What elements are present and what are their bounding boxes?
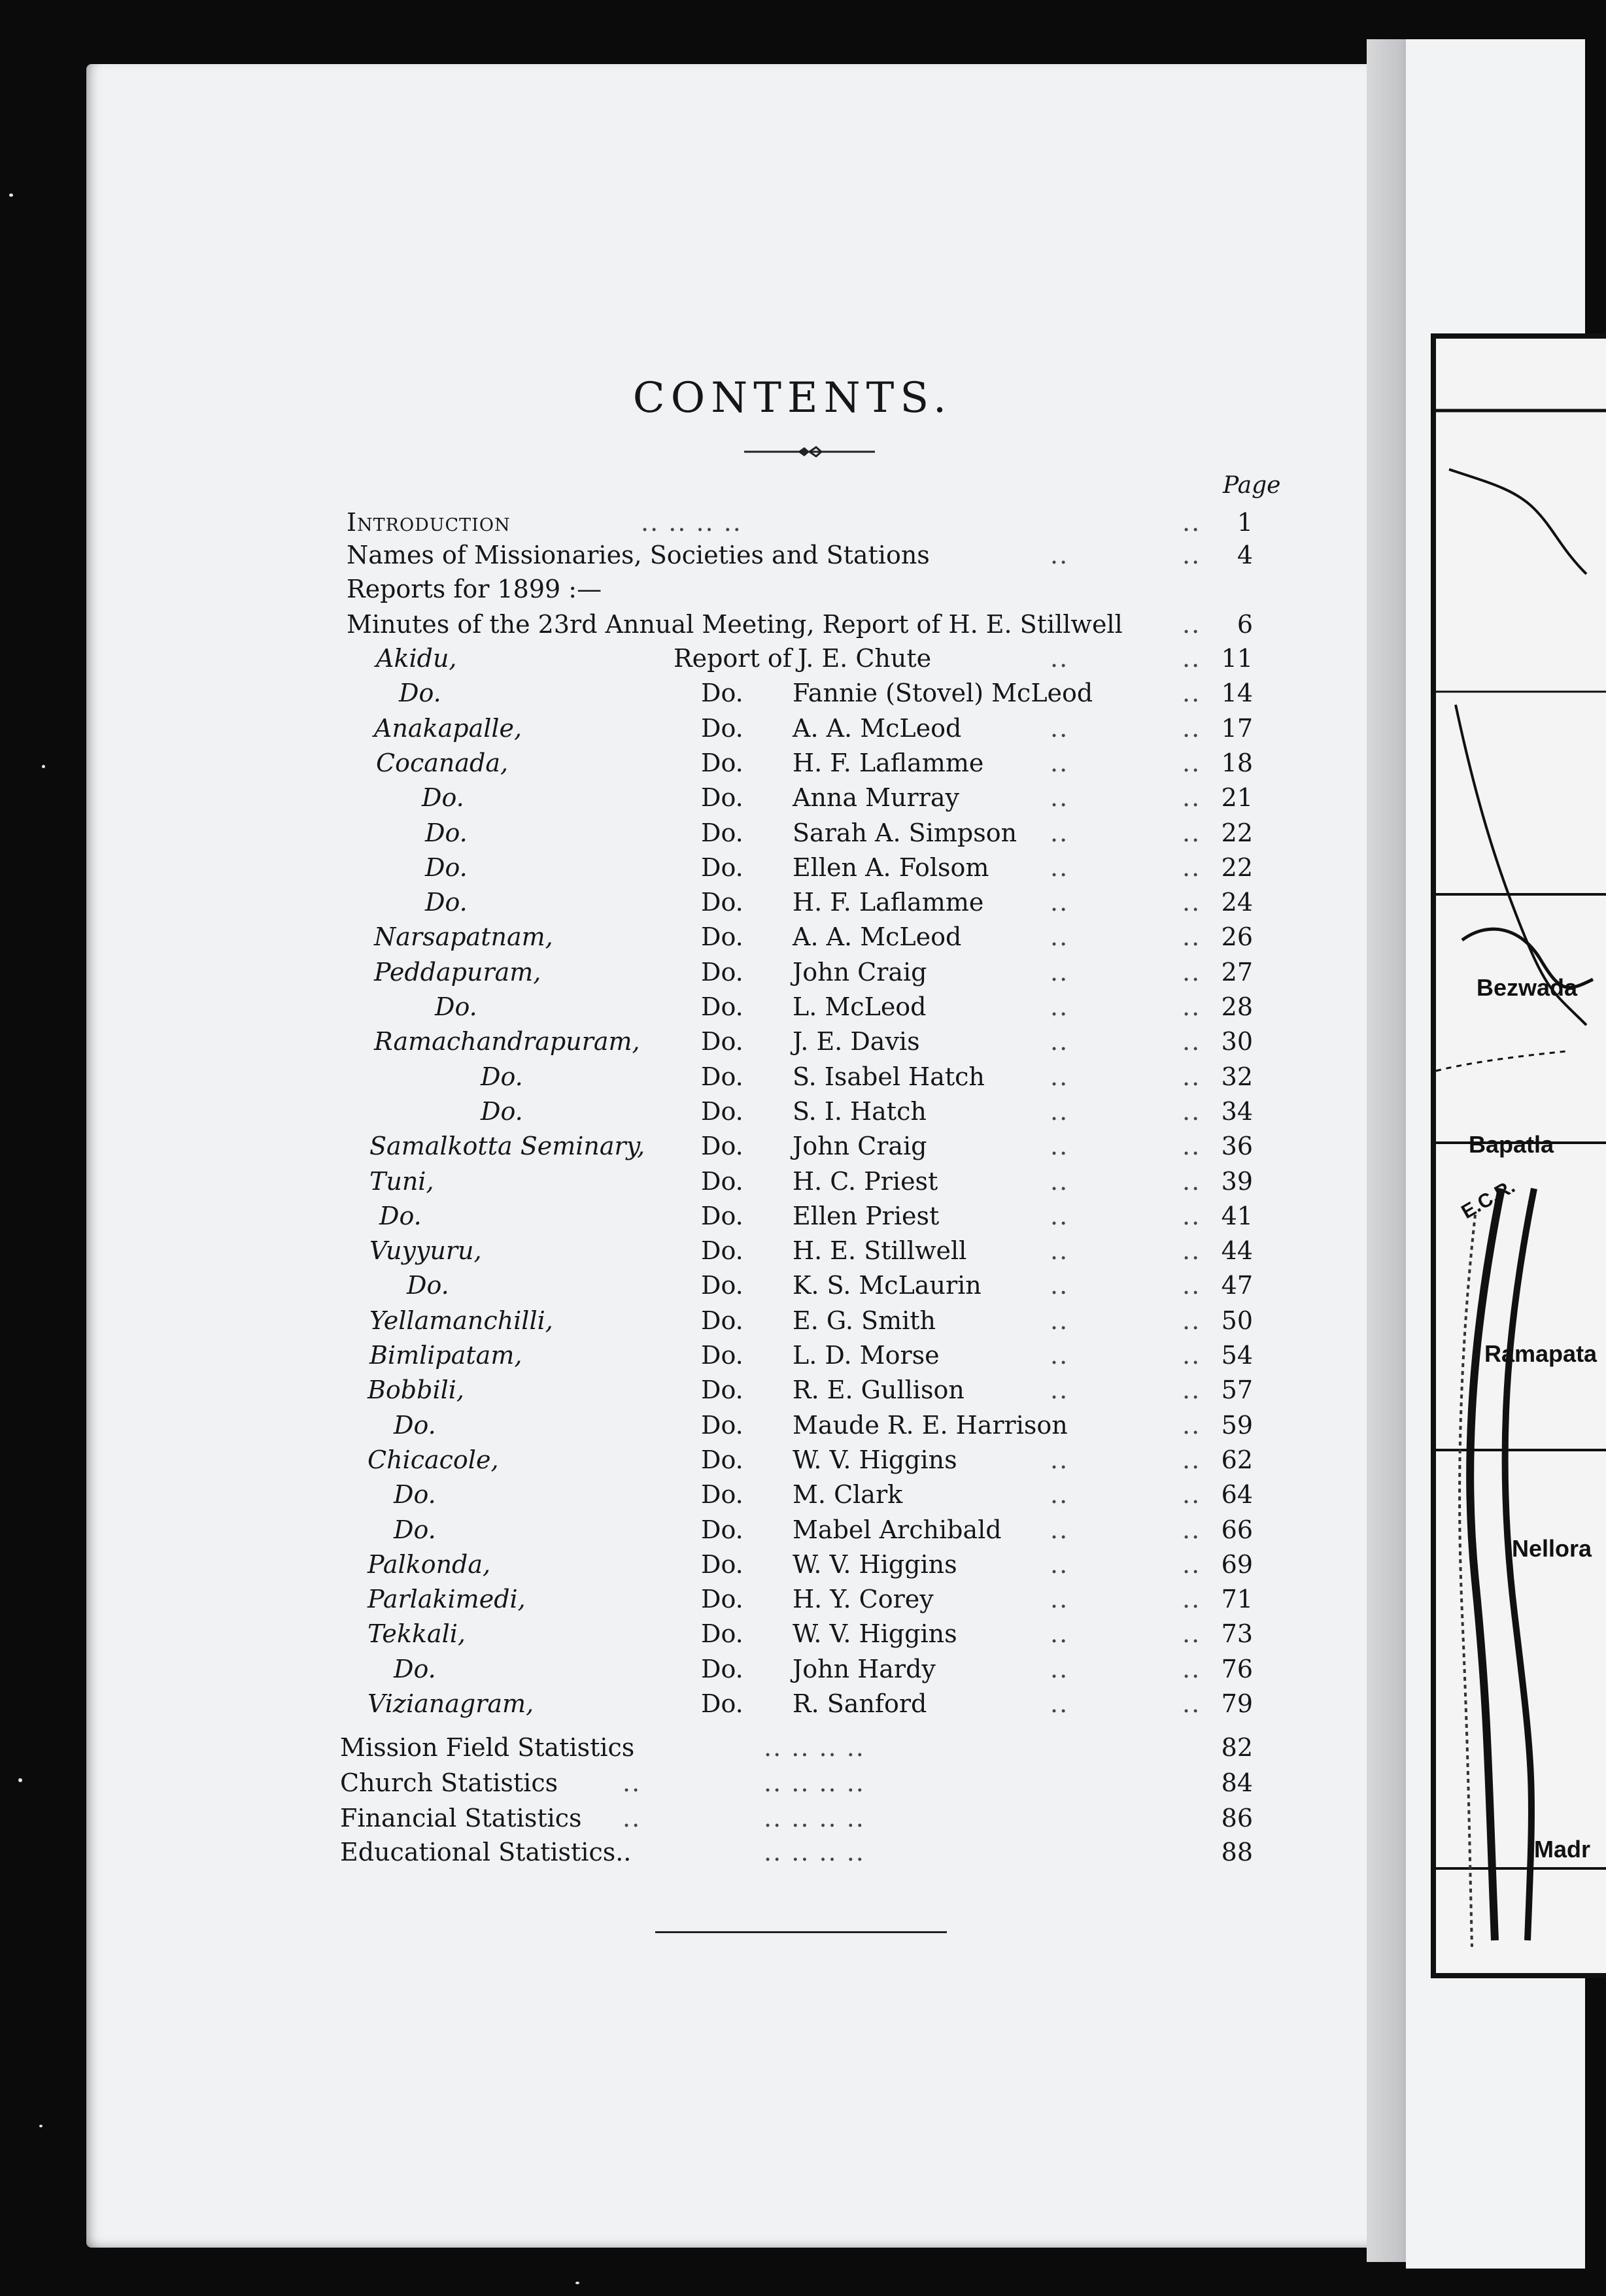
entry-page: 86 — [1221, 1804, 1253, 1832]
dust-speck — [18, 1778, 22, 1782]
dot-leader: .. — [1182, 541, 1201, 569]
station-name: Do. — [481, 1096, 523, 1126]
missionary-name: S. Isabel Hatch — [793, 1062, 985, 1091]
station-name: Parlakimedi, — [367, 1585, 526, 1614]
report-prefix: Do. — [701, 1341, 743, 1370]
report-prefix: Do. — [701, 1549, 743, 1579]
station-name: Do. — [394, 1410, 436, 1440]
report-prefix: Do. — [701, 1201, 743, 1230]
dot-leader: .. .. .. .. — [764, 1768, 865, 1797]
station-name: Tekkali, — [367, 1619, 466, 1649]
station-name: Yellamanchilli, — [369, 1306, 553, 1335]
report-prefix: Do. — [701, 1271, 743, 1300]
dot-leader: .. — [1050, 1585, 1069, 1614]
station-name: Samalkotta Seminary, — [369, 1132, 645, 1161]
missionary-name: Ellen A. Folsom — [793, 853, 989, 882]
dust-speck — [575, 2282, 579, 2284]
entry-page: 22 — [1221, 818, 1253, 847]
dot-leader: .. — [1050, 644, 1069, 673]
station-name: Do. — [481, 1062, 523, 1091]
dot-leader: .. — [1050, 1306, 1069, 1335]
report-prefix: Do. — [701, 783, 743, 813]
dot-leader: .. — [1050, 1619, 1069, 1649]
station-name: Do. — [394, 1654, 436, 1683]
dot-leader: .. — [1182, 1341, 1201, 1370]
entry-page: 39 — [1221, 1166, 1253, 1196]
entry-page: 47 — [1221, 1271, 1253, 1300]
dust-speck — [39, 2125, 43, 2127]
entry-label: Mission Field Statistics — [340, 1733, 635, 1762]
entry-page: 36 — [1221, 1132, 1253, 1161]
missionary-name: Anna Murray — [793, 783, 959, 813]
entry-page: 54 — [1221, 1341, 1253, 1370]
entry-label: Educational Statistics.. — [340, 1838, 632, 1866]
dot-leader: .. — [1182, 713, 1201, 743]
entry-label: Church Statistics — [340, 1768, 558, 1797]
missionary-name: A. A. McLeod — [793, 922, 962, 952]
missionary-name: Mabel Archibald — [793, 1515, 1002, 1544]
report-prefix: Do. — [701, 1654, 743, 1683]
dot-leader: .. — [1182, 1027, 1201, 1056]
report-prefix: Do. — [701, 1585, 743, 1614]
dot-leader: .. — [1182, 1410, 1201, 1440]
entry-label: Names of Missionaries, Societies and Stations — [347, 541, 930, 569]
entry-page: 26 — [1221, 922, 1253, 952]
dot-leader: .. — [1050, 957, 1069, 987]
dust-speck — [9, 194, 13, 197]
entry-page: 27 — [1221, 957, 1253, 987]
report-prefix: Do. — [701, 1410, 743, 1440]
dot-leader: .. — [1050, 1027, 1069, 1056]
entry-page: 69 — [1221, 1549, 1253, 1579]
report-prefix: Do. — [701, 922, 743, 952]
station-name: Vuyyuru, — [369, 1236, 482, 1266]
station-name: Chicacole, — [367, 1445, 499, 1474]
report-prefix: Do. — [701, 1062, 743, 1091]
report-prefix: Do. — [701, 1689, 743, 1718]
entry-page: 73 — [1221, 1619, 1253, 1649]
dot-leader: .. — [1182, 783, 1201, 813]
missionary-name: John Craig — [793, 957, 927, 987]
missionary-name: A. A. McLeod — [793, 713, 962, 743]
report-prefix: Do. — [701, 1480, 743, 1510]
entry-page: 4 — [1237, 541, 1253, 569]
page-column-heading: Page — [1223, 472, 1281, 499]
dot-leader: .. — [1050, 541, 1069, 569]
entry-page: 76 — [1221, 1654, 1253, 1683]
dot-leader: .. — [1050, 1480, 1069, 1510]
dot-leader: .. — [1182, 1445, 1201, 1474]
map-label-madras: Madr — [1534, 1836, 1591, 1863]
dot-leader: .. — [1050, 713, 1069, 743]
missionary-name: W. V. Higgins — [793, 1619, 957, 1649]
entry-page: 41 — [1221, 1201, 1253, 1230]
entry-page: 62 — [1221, 1445, 1253, 1474]
entry-page: 32 — [1221, 1062, 1253, 1091]
station-name: Do. — [394, 1480, 436, 1510]
report-prefix: Do. — [701, 1166, 743, 1196]
title-ornament — [744, 442, 875, 462]
station-name: Cocanada, — [376, 748, 509, 777]
missionary-name: W. V. Higgins — [793, 1549, 957, 1579]
entry-label: Reports for 1899 :— — [347, 575, 602, 603]
report-prefix: Do. — [701, 888, 743, 917]
entry-page: 18 — [1221, 748, 1253, 777]
report-prefix: Do. — [701, 1096, 743, 1126]
dot-leader: .. — [1182, 1549, 1201, 1579]
dot-leader: .. .. .. .. — [641, 508, 742, 537]
missionary-name: H. Y. Corey — [793, 1585, 934, 1614]
missionary-name: E. G. Smith — [793, 1306, 936, 1335]
entry-page: 64 — [1221, 1480, 1253, 1510]
station-name: Bobbili, — [367, 1376, 464, 1405]
report-prefix: Do. — [701, 1236, 743, 1266]
missionary-name: H. F. Laflamme — [793, 748, 984, 777]
report-prefix: Do. — [701, 679, 743, 708]
entry-page: 79 — [1221, 1689, 1253, 1718]
entry-page: 88 — [1221, 1838, 1253, 1866]
entry-page: 84 — [1221, 1768, 1253, 1797]
dot-leader: .. — [1182, 1062, 1201, 1091]
dot-leader: .. — [1182, 922, 1201, 952]
station-name: Do. — [425, 888, 468, 917]
missionary-name: J. E. Chute — [798, 644, 932, 673]
station-name: Tuni, — [369, 1166, 434, 1196]
dot-leader: .. — [1182, 1376, 1201, 1405]
dot-leader: .. — [1182, 1480, 1201, 1510]
map-label-ramapatam: Ramapata — [1484, 1340, 1597, 1367]
dot-leader: .. — [1182, 610, 1201, 639]
entry-page: 6 — [1237, 610, 1253, 639]
report-prefix: Report of — [674, 644, 792, 673]
dot-leader: .. — [1050, 1062, 1069, 1091]
entry-page: 50 — [1221, 1306, 1253, 1335]
entry-page: 14 — [1221, 679, 1253, 708]
dot-leader: .. — [1050, 1166, 1069, 1196]
missionary-name: L. McLeod — [793, 992, 927, 1021]
report-prefix: Do. — [701, 1515, 743, 1544]
dot-leader: .. — [1182, 1166, 1201, 1196]
missionary-name: H. F. Laflamme — [793, 888, 984, 917]
dot-leader: .. — [1050, 1236, 1069, 1266]
entry-page: 34 — [1221, 1096, 1253, 1126]
report-prefix: Do. — [701, 1376, 743, 1405]
entry-page: 22 — [1221, 853, 1253, 882]
missionary-name: L. D. Morse — [793, 1341, 940, 1370]
missionary-name: M. Clark — [793, 1480, 903, 1510]
report-prefix: Do. — [701, 818, 743, 847]
missionary-name: H. E. Stillwell — [793, 1236, 967, 1266]
dot-leader: .. — [1182, 1236, 1201, 1266]
map-label-nellore: Nellora — [1512, 1535, 1592, 1562]
dot-leader: .. — [1182, 1585, 1201, 1614]
dot-leader: .. — [1182, 992, 1201, 1021]
station-name: Do. — [407, 1271, 449, 1300]
entry-page: 66 — [1221, 1515, 1253, 1544]
entry-page: 44 — [1221, 1236, 1253, 1266]
dot-leader: .. .. .. .. — [764, 1838, 865, 1866]
report-prefix: Do. — [701, 1132, 743, 1161]
report-prefix: Do. — [701, 713, 743, 743]
entry-label: Financial Statistics — [340, 1804, 582, 1832]
map-label-bapatla: Bapatla — [1469, 1131, 1554, 1158]
dot-leader: .. — [623, 1768, 641, 1797]
missionary-name: J. E. Davis — [793, 1027, 920, 1056]
station-name: Do. — [425, 853, 468, 882]
map-label-ecr: E.C.R. — [1458, 1175, 1519, 1223]
dot-leader: .. .. .. .. — [764, 1733, 865, 1762]
report-prefix: Do. — [701, 1445, 743, 1474]
dot-leader: .. — [1182, 1689, 1201, 1718]
dot-leader: .. — [1050, 1096, 1069, 1126]
dot-leader: .. — [1050, 1515, 1069, 1544]
dot-leader: .. — [623, 1804, 641, 1832]
report-prefix: Do. — [701, 748, 743, 777]
dot-leader: .. — [1050, 818, 1069, 847]
missionary-name: Fannie (Stovel) McLeod — [793, 679, 1093, 708]
dot-leader: .. — [1182, 1201, 1201, 1230]
station-name: Do. — [399, 679, 441, 708]
missionary-name: R. E. Gullison — [793, 1376, 965, 1405]
missionary-name: R. Sanford — [793, 1689, 927, 1718]
dot-leader: .. — [1050, 853, 1069, 882]
report-prefix: Do. — [701, 1306, 743, 1335]
map-fragment — [1431, 333, 1606, 1978]
dot-leader: .. .. .. .. — [764, 1804, 865, 1832]
entry-page: 59 — [1221, 1410, 1253, 1440]
dust-speck — [42, 765, 45, 768]
dot-leader: .. — [1182, 888, 1201, 917]
dot-leader: .. — [1050, 1445, 1069, 1474]
entry-page: 30 — [1221, 1027, 1253, 1056]
missionary-name: John Craig — [793, 1132, 927, 1161]
station-name: Bimlipatam, — [369, 1341, 522, 1370]
station-name: Anakapalle, — [374, 713, 522, 743]
dot-leader: .. — [1182, 1619, 1201, 1649]
station-name: Do. — [422, 783, 464, 813]
entry-page: 28 — [1221, 992, 1253, 1021]
dot-leader: .. — [1050, 1201, 1069, 1230]
report-prefix: Do. — [701, 957, 743, 987]
missionary-name: Maude R. E. Harrison — [793, 1410, 1068, 1440]
dot-leader: .. — [1182, 644, 1201, 673]
dot-leader: .. — [1182, 1132, 1201, 1161]
missionary-name: Ellen Priest — [793, 1201, 940, 1230]
page-title: CONTENTS. — [632, 374, 953, 422]
map-label-bezwada: Bezwada — [1477, 974, 1578, 1001]
dot-leader: .. — [1050, 992, 1069, 1021]
dot-leader: .. — [1182, 1515, 1201, 1544]
dot-leader: .. — [1050, 1271, 1069, 1300]
dot-leader: .. — [1050, 1654, 1069, 1683]
dot-leader: .. — [1050, 1341, 1069, 1370]
dot-leader: .. — [1182, 853, 1201, 882]
dot-leader: .. — [1182, 1096, 1201, 1126]
report-prefix: Do. — [701, 853, 743, 882]
dot-leader: .. — [1050, 888, 1069, 917]
station-name: Narsapatnam, — [374, 922, 553, 952]
entry-page: 71 — [1221, 1585, 1253, 1614]
entry-page: 11 — [1221, 644, 1253, 673]
missionary-name: S. I. Hatch — [793, 1096, 927, 1126]
missionary-name: K. S. McLaurin — [793, 1271, 982, 1300]
entry-label: Minutes of the 23rd Annual Meeting, Report of H. E. Stillwell — [347, 610, 1123, 639]
missionary-name: W. V. Higgins — [793, 1445, 957, 1474]
missionary-name: Sarah A. Simpson — [793, 818, 1017, 847]
dot-leader: .. — [1050, 922, 1069, 952]
entry-page: 1 — [1237, 508, 1253, 537]
entry-page: 82 — [1221, 1733, 1253, 1762]
dot-leader: .. — [1182, 679, 1201, 708]
missionary-name: John Hardy — [793, 1654, 936, 1683]
dot-leader: .. — [1050, 1132, 1069, 1161]
report-prefix: Do. — [701, 1619, 743, 1649]
station-name: Ramachandrapuram, — [374, 1027, 640, 1056]
report-prefix: Do. — [701, 1027, 743, 1056]
closing-rule — [655, 1931, 947, 1933]
dot-leader: .. — [1050, 1376, 1069, 1405]
entry-page: 21 — [1221, 783, 1253, 813]
dot-leader: .. — [1050, 783, 1069, 813]
report-prefix: Do. — [701, 992, 743, 1021]
station-name: Vizianagram, — [367, 1689, 534, 1718]
dot-leader: .. — [1050, 1549, 1069, 1579]
dot-leader: .. — [1050, 1689, 1069, 1718]
dot-leader: .. — [1050, 748, 1069, 777]
dot-leader: .. — [1182, 818, 1201, 847]
entry-page: 24 — [1221, 888, 1253, 917]
station-name: Do. — [425, 818, 468, 847]
entry-page: 17 — [1221, 713, 1253, 743]
station-name: Do. — [394, 1515, 436, 1544]
missionary-name: H. C. Priest — [793, 1166, 938, 1196]
dot-leader: .. — [1182, 1271, 1201, 1300]
station-name: Do. — [435, 992, 477, 1021]
station-name: Palkonda, — [367, 1549, 491, 1579]
station-name: Peddapuram, — [374, 957, 541, 987]
dot-leader: .. — [1182, 957, 1201, 987]
entry-page: 57 — [1221, 1376, 1253, 1405]
entry-label: Introduction — [347, 508, 511, 537]
station-name: Do. — [379, 1201, 422, 1230]
dot-leader: .. — [1182, 1654, 1201, 1683]
dot-leader: .. — [1182, 748, 1201, 777]
station-name: Akidu, — [376, 644, 457, 673]
dot-leader: .. — [1182, 508, 1201, 537]
dot-leader: .. — [1182, 1306, 1201, 1335]
